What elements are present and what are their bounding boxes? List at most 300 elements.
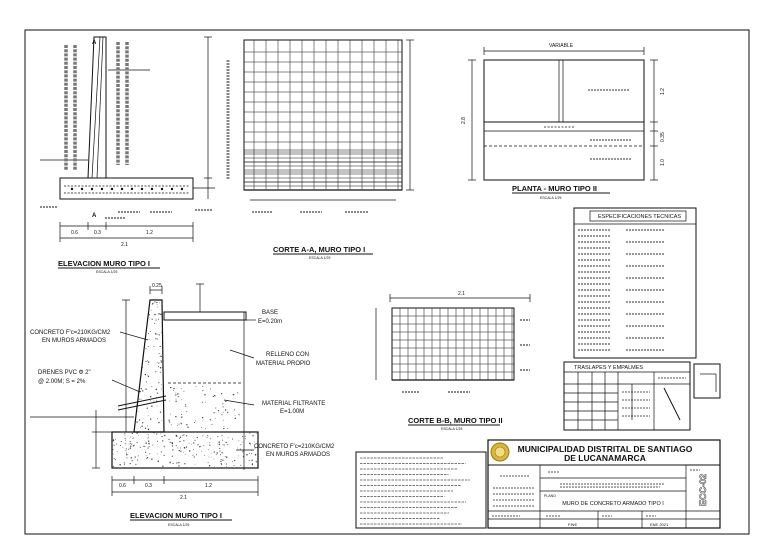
- concrete-stipple-dot: [148, 376, 149, 377]
- section-a-a: [228, 40, 414, 212]
- concrete-stipple-dot: [124, 435, 125, 436]
- elev2-dim-2: 0.3: [145, 483, 152, 489]
- concrete-stipple-dot: [217, 436, 218, 437]
- concrete-stipple-dot: [145, 389, 146, 390]
- planta-variable: VARIABLE: [549, 43, 574, 49]
- elev2-concreto-left-2: EN MUROS ARMADOS: [42, 338, 107, 344]
- concrete-stipple-dot: [157, 307, 158, 308]
- concrete-stipple-dot: [120, 445, 121, 446]
- concrete-stipple-dot: [172, 445, 173, 446]
- concrete-stipple-dot: [242, 436, 243, 437]
- concrete-stipple-dot: [128, 449, 129, 450]
- concrete-stipple-dot: [158, 313, 159, 314]
- concrete-stipple-dot: [209, 465, 210, 466]
- concrete-stipple-dot: [216, 454, 217, 455]
- concrete-stipple-dot: [196, 454, 197, 455]
- concrete-stipple-dot: [209, 444, 210, 445]
- elev1-dim-3: 1.2: [146, 230, 153, 236]
- concrete-stipple-dot: [135, 456, 136, 457]
- concrete-stipple-dot: [207, 437, 208, 438]
- elev2-title: ELEVACION MURO TIPO I: [130, 511, 222, 520]
- concrete-stipple-dot: [212, 453, 213, 454]
- concrete-stipple-dot: [169, 462, 170, 463]
- concrete-stipple-dot: [115, 459, 116, 460]
- concrete-stipple-dot: [177, 393, 178, 394]
- concrete-stipple-dot: [168, 439, 169, 440]
- concrete-stipple-dot: [155, 333, 157, 335]
- concrete-stipple-dot: [194, 440, 195, 441]
- concrete-stipple-dot: [157, 338, 158, 339]
- concrete-stipple-dot: [113, 440, 114, 441]
- plan-wall-type-2: [468, 47, 658, 180]
- concrete-stipple-dot: [152, 303, 153, 304]
- concrete-stipple-dot: [156, 302, 157, 303]
- concrete-stipple-dot: [169, 419, 170, 420]
- concrete-stipple-dot: [153, 401, 154, 402]
- concrete-stipple-dot: [153, 346, 154, 347]
- concrete-stipple-dot: [148, 448, 149, 449]
- concrete-stipple-dot: [148, 361, 149, 362]
- concrete-stipple-dot: [148, 415, 149, 416]
- concrete-stipple-dot: [223, 412, 224, 413]
- concrete-stipple-dot: [172, 456, 173, 457]
- concrete-stipple-dot: [158, 366, 159, 367]
- concrete-stipple-dot: [218, 410, 219, 411]
- specs-title: ESPECIFICACIONES TECNICAS: [598, 214, 682, 220]
- concrete-stipple-dot: [161, 384, 162, 385]
- concrete-stipple-dot: [140, 447, 141, 448]
- concrete-stipple-dot: [249, 443, 250, 444]
- concrete-stipple-dot: [221, 435, 222, 436]
- elev1-dim-2: 0.3: [94, 230, 101, 236]
- elev2-dim-1: 0.6: [119, 483, 126, 489]
- elev1-dim-1: 0.6: [71, 230, 78, 236]
- concrete-stipple-dot: [159, 334, 160, 335]
- concrete-stipple-dot: [180, 437, 181, 438]
- concrete-stipple-dot: [201, 451, 202, 452]
- elev2-dim-total: 2.1: [180, 495, 187, 501]
- concrete-stipple-dot: [148, 333, 149, 334]
- concrete-stipple-dot: [180, 451, 181, 452]
- concrete-stipple-dot: [189, 443, 190, 444]
- concrete-stipple-dot: [226, 464, 227, 465]
- concrete-stipple-dot: [246, 454, 247, 455]
- concrete-stipple-dot: [126, 454, 127, 455]
- concrete-stipple-dot: [160, 367, 161, 368]
- concrete-stipple-dot: [256, 461, 257, 462]
- concrete-stipple-dot: [160, 346, 161, 347]
- concrete-stipple-dot: [136, 432, 137, 433]
- concrete-stipple-dot: [151, 406, 152, 407]
- concrete-stipple-dot: [164, 446, 165, 447]
- elev2-relleno-2: MATERIAL PROPIO: [256, 361, 311, 367]
- concrete-stipple-dot: [116, 444, 117, 445]
- concrete-stipple-dot: [158, 422, 159, 423]
- concrete-stipple-dot: [170, 442, 171, 443]
- concrete-stipple-dot: [148, 429, 149, 430]
- concrete-stipple-dot: [148, 428, 149, 429]
- concrete-stipple-dot: [244, 451, 245, 452]
- concrete-stipple-dot: [227, 428, 228, 429]
- concrete-stipple-dot: [208, 462, 209, 463]
- traslapes-title: TRASLAPES Y EMPALMES: [574, 365, 644, 371]
- concrete-stipple-dot: [152, 304, 153, 305]
- concrete-stipple-dot: [195, 464, 196, 465]
- concrete-stipple-dot: [155, 371, 156, 372]
- concrete-stipple-dot: [216, 452, 217, 453]
- elev2-top-dim: 0.25: [152, 283, 162, 289]
- concrete-stipple-dot: [201, 427, 202, 428]
- concrete-stipple-dot: [133, 445, 134, 446]
- concrete-stipple-dot: [131, 457, 132, 458]
- section-b-b: [376, 294, 530, 392]
- concrete-stipple-dot: [183, 440, 184, 441]
- concrete-stipple-dot: [157, 304, 158, 305]
- concrete-stipple-dot: [130, 437, 131, 438]
- concrete-stipple-dot: [221, 393, 222, 394]
- concrete-stipple-dot: [209, 457, 210, 458]
- concrete-stipple-dot: [179, 441, 180, 442]
- concrete-stipple-dot: [160, 412, 161, 413]
- concrete-stipple-dot: [125, 440, 126, 441]
- concrete-stipple-dot: [211, 424, 212, 425]
- concrete-stipple-dot: [237, 392, 238, 393]
- concrete-stipple-dot: [249, 453, 250, 454]
- concrete-stipple-dot: [195, 420, 196, 421]
- concrete-stipple-dot: [225, 409, 226, 410]
- concrete-stipple-dot: [233, 394, 234, 395]
- concrete-stipple-dot: [145, 446, 146, 447]
- svg-text:A: A: [92, 40, 97, 46]
- concrete-stipple-dot: [113, 466, 114, 467]
- concrete-stipple-dot: [226, 457, 227, 458]
- concrete-stipple-dot: [153, 432, 154, 433]
- concrete-stipple-dot: [147, 360, 148, 361]
- elev1-title: ELEVACION MURO TIPO I: [58, 259, 150, 268]
- elev2-filtrante-1: MATERIAL FILTRANTE: [262, 401, 326, 407]
- concrete-stipple-dot: [233, 465, 234, 466]
- corte-b-scale: ESCALA 1/25: [441, 427, 463, 431]
- planta-h-1: 1.2: [660, 88, 666, 95]
- concrete-stipple-dot: [213, 396, 214, 397]
- concrete-stipple-dot: [130, 443, 131, 444]
- elev2-base-value: E=0.20m: [258, 319, 283, 325]
- concrete-stipple-dot: [143, 446, 144, 447]
- concrete-stipple-dot: [156, 389, 157, 390]
- concrete-stipple-dot: [224, 445, 225, 446]
- plano-label: PLANO: [544, 494, 556, 498]
- concrete-stipple-dot: [126, 445, 127, 446]
- concrete-stipple-dot: [237, 448, 238, 449]
- concrete-stipple-dot: [178, 393, 179, 394]
- concrete-stipple-dot: [183, 452, 184, 453]
- concrete-stipple-dot: [141, 388, 142, 389]
- concrete-stipple-dot: [202, 417, 203, 418]
- notes-box: [356, 452, 486, 528]
- elev2-scale: ESCALA 1/25: [168, 523, 190, 527]
- concrete-stipple-dot: [160, 360, 161, 361]
- concrete-stipple-dot: [219, 448, 220, 449]
- concrete-stipple-dot: [178, 424, 179, 425]
- concrete-stipple-dot: [149, 339, 150, 340]
- concrete-stipple-dot: [214, 466, 215, 467]
- concrete-stipple-dot: [179, 450, 180, 451]
- concrete-stipple-dot: [186, 435, 187, 436]
- concrete-stipple-dot: [126, 453, 127, 454]
- elev1-dim-total: 2.1: [121, 242, 128, 248]
- concrete-stipple-dot: [164, 455, 165, 456]
- concrete-stipple-dot: [226, 466, 227, 467]
- concrete-stipple-dot: [252, 463, 253, 464]
- planta-scale: ESCALA 1/25: [540, 196, 562, 200]
- concrete-stipple-dot: [126, 449, 127, 450]
- concrete-stipple-dot: [223, 420, 224, 421]
- concrete-stipple-dot: [197, 437, 198, 438]
- concrete-stipple-dot: [149, 314, 150, 315]
- concrete-stipple-dot: [132, 433, 133, 434]
- concrete-stipple-dot: [232, 461, 233, 462]
- svg-text:A: A: [92, 213, 97, 219]
- concrete-stipple-dot: [150, 331, 151, 332]
- concrete-stipple-dot: [126, 450, 127, 451]
- concrete-stipple-dot: [184, 463, 185, 464]
- planta-h-2: 0.35: [660, 132, 666, 142]
- concrete-stipple-dot: [181, 416, 182, 417]
- elev2-concreto-right-2: EN MUROS ARMADOS: [266, 452, 331, 458]
- concrete-stipple-dot: [243, 456, 244, 457]
- concrete-stipple-dot: [175, 401, 176, 402]
- concrete-stipple-dot: [215, 407, 216, 408]
- concrete-stipple-dot: [251, 459, 252, 460]
- elev2-drenes-2: @ 2.00M; S = 2%: [38, 379, 86, 385]
- concrete-stipple-dot: [169, 401, 170, 402]
- concrete-stipple-dot: [161, 451, 162, 452]
- concrete-stipple-dot: [220, 461, 221, 462]
- concrete-stipple-dot: [252, 435, 253, 436]
- concrete-stipple-dot: [159, 303, 160, 304]
- concrete-stipple-dot: [149, 453, 150, 454]
- concrete-stipple-dot: [154, 323, 155, 324]
- concrete-stipple-dot: [157, 362, 158, 363]
- concrete-stipple-dot: [240, 444, 241, 445]
- concrete-stipple-dot: [142, 422, 143, 423]
- concrete-stipple-dot: [176, 435, 177, 436]
- concrete-stipple-dot: [150, 396, 151, 397]
- concrete-stipple-dot: [178, 465, 179, 466]
- concrete-stipple-dot: [181, 414, 182, 415]
- concrete-stipple-dot: [176, 445, 177, 446]
- concrete-stipple-dot: [249, 460, 250, 461]
- planta-title: PLANTA - MURO TIPO II: [512, 184, 597, 193]
- concrete-stipple-dot: [245, 438, 246, 439]
- sheet-code: ECC-02: [698, 473, 708, 506]
- concrete-stipple-dot: [189, 450, 190, 451]
- concrete-stipple-dot: [146, 455, 147, 456]
- concrete-stipple-dot: [218, 441, 219, 442]
- concrete-stipple-dot: [185, 404, 186, 405]
- concrete-stipple-dot: [129, 444, 130, 445]
- concrete-stipple-dot: [147, 407, 148, 408]
- concrete-stipple-dot: [132, 460, 133, 461]
- concrete-stipple-dot: [227, 412, 228, 413]
- concrete-stipple-dot: [161, 389, 162, 390]
- concrete-stipple-dot: [211, 457, 212, 458]
- concrete-stipple-dot: [204, 455, 205, 456]
- concrete-stipple-dot: [147, 375, 148, 376]
- concrete-stipple-dot: [234, 409, 235, 410]
- concrete-stipple-dot: [173, 388, 174, 389]
- concrete-stipple-dot: [177, 447, 178, 448]
- concrete-stipple-dot: [242, 451, 243, 452]
- concrete-stipple-dot: [251, 453, 252, 454]
- concrete-stipple-dot: [192, 455, 193, 456]
- concrete-stipple-dot: [158, 363, 159, 364]
- concrete-stipple-dot: [186, 411, 187, 412]
- concrete-stipple-dot: [148, 440, 149, 441]
- concrete-stipple-dot: [148, 364, 149, 365]
- concrete-stipple-dot: [184, 448, 185, 449]
- concrete-stipple-dot: [157, 441, 158, 442]
- concrete-stipple-dot: [147, 457, 148, 458]
- concrete-stipple-dot: [193, 449, 194, 450]
- concrete-stipple-dot: [228, 437, 229, 438]
- concrete-stipple-dot: [240, 449, 241, 450]
- concrete-stipple-dot: [151, 386, 152, 387]
- concrete-stipple-dot: [202, 402, 203, 403]
- concrete-stipple-dot: [176, 399, 177, 400]
- elev2-relleno-1: RELLENO CON: [266, 352, 310, 358]
- concrete-stipple-dot: [254, 442, 255, 443]
- elev1-scale: ESCALA 1/25: [96, 270, 118, 274]
- concrete-stipple-dot: [242, 442, 243, 443]
- elev2-base-label: BASE: [262, 310, 279, 316]
- concrete-stipple-dot: [220, 454, 221, 455]
- concrete-stipple-dot: [145, 452, 146, 453]
- concrete-stipple-dot: [125, 443, 126, 444]
- concrete-stipple-dot: [240, 465, 241, 466]
- concrete-stipple-dot: [132, 438, 133, 439]
- concrete-stipple-dot: [154, 301, 155, 302]
- concrete-stipple-dot: [214, 459, 215, 460]
- planta-h-total: 2.8: [461, 117, 467, 124]
- concrete-stipple-dot: [138, 411, 139, 412]
- concrete-stipple-dot: [221, 463, 222, 464]
- concrete-stipple-dot: [148, 443, 149, 444]
- concrete-stipple-dot: [145, 348, 146, 349]
- concrete-stipple-dot: [148, 310, 149, 311]
- concrete-stipple-dot: [154, 314, 155, 315]
- concrete-stipple-dot: [152, 445, 153, 446]
- elev2-dim-3: 1.2: [205, 483, 212, 489]
- concrete-stipple-dot: [207, 435, 208, 436]
- concrete-stipple-dot: [124, 433, 125, 434]
- footer-value-1: FINE: [568, 522, 578, 527]
- concrete-stipple-dot: [117, 451, 118, 452]
- concrete-stipple-dot: [222, 440, 223, 441]
- concrete-stipple-dot: [160, 314, 161, 315]
- concrete-stipple-dot: [185, 454, 186, 455]
- concrete-stipple-dot: [159, 353, 160, 354]
- concrete-stipple-dot: [148, 437, 149, 438]
- concrete-stipple-dot: [238, 455, 239, 456]
- concrete-stipple-dot: [157, 405, 158, 406]
- concrete-stipple-dot: [227, 444, 228, 445]
- concrete-stipple-dot: [252, 464, 253, 465]
- concrete-stipple-dot: [183, 391, 184, 392]
- corte-b-dim-top: 2.1: [458, 291, 465, 297]
- concrete-stipple-dot: [151, 319, 152, 320]
- concrete-stipple-dot: [186, 446, 187, 447]
- concrete-stipple-dot: [121, 441, 122, 442]
- concrete-stipple-dot: [199, 446, 200, 447]
- concrete-stipple-dot: [221, 459, 222, 460]
- concrete-stipple-dot: [204, 394, 205, 395]
- corte-a-title: CORTE A-A, MURO TIPO I: [273, 245, 366, 254]
- elevation-wall-type-1-bottom: [30, 284, 258, 496]
- concrete-stipple-dot: [139, 399, 140, 400]
- concrete-stipple-dot: [150, 400, 151, 401]
- concrete-stipple-dot: [145, 443, 146, 444]
- concrete-stipple-dot: [151, 458, 152, 459]
- concrete-stipple-dot: [112, 449, 113, 450]
- concrete-stipple-dot: [115, 439, 116, 440]
- concrete-stipple-dot: [156, 320, 157, 321]
- concrete-stipple-dot: [186, 424, 187, 425]
- concrete-stipple-dot: [177, 425, 178, 426]
- concrete-stipple-dot: [223, 444, 224, 445]
- concrete-stipple-dot: [232, 439, 233, 440]
- concrete-stipple-dot: [130, 447, 131, 448]
- municipality-name-2: DE LUCANAMARCA: [564, 453, 646, 463]
- concrete-stipple-dot: [217, 444, 218, 445]
- concrete-stipple-dot: [158, 382, 159, 383]
- concrete-stipple-dot: [161, 436, 162, 437]
- concrete-stipple-dot: [194, 422, 195, 423]
- concrete-stipple-dot: [149, 446, 150, 447]
- concrete-stipple-dot: [158, 319, 159, 320]
- concrete-stipple-dot: [170, 461, 171, 462]
- municipality-name: MUNICIPALIDAD DISTRITAL DE SANTIAGO: [517, 444, 693, 454]
- concrete-stipple-dot: [160, 434, 161, 435]
- concrete-stipple-dot: [170, 387, 171, 388]
- concrete-stipple-dot: [210, 419, 211, 420]
- concrete-stipple-dot: [209, 442, 210, 443]
- concrete-stipple-dot: [155, 338, 156, 339]
- concrete-stipple-dot: [234, 418, 235, 419]
- concrete-stipple-dot: [235, 415, 236, 416]
- concrete-stipple-dot: [114, 458, 115, 459]
- concrete-stipple-dot: [137, 442, 138, 443]
- concrete-stipple-dot: [138, 455, 139, 456]
- concrete-stipple-dot: [173, 390, 174, 391]
- plano-value: MURO DE CONCRETO ARMADO TIPO I: [562, 501, 664, 507]
- concrete-stipple-dot: [197, 444, 198, 445]
- concrete-stipple-dot: [160, 356, 161, 357]
- concrete-stipple-dot: [210, 438, 211, 439]
- concrete-stipple-dot: [157, 334, 158, 335]
- concrete-stipple-dot: [191, 444, 192, 445]
- concrete-stipple-dot: [161, 420, 162, 421]
- concrete-stipple-dot: [147, 425, 148, 426]
- concrete-stipple-dot: [139, 419, 140, 420]
- concrete-stipple-dot: [187, 426, 188, 427]
- concrete-stipple-dot: [140, 427, 141, 428]
- concrete-stipple-dot: [141, 425, 142, 426]
- concrete-stipple-dot: [135, 464, 136, 465]
- concrete-stipple-dot: [157, 454, 158, 455]
- concrete-stipple-dot: [223, 428, 224, 429]
- concrete-stipple-dot: [141, 399, 142, 400]
